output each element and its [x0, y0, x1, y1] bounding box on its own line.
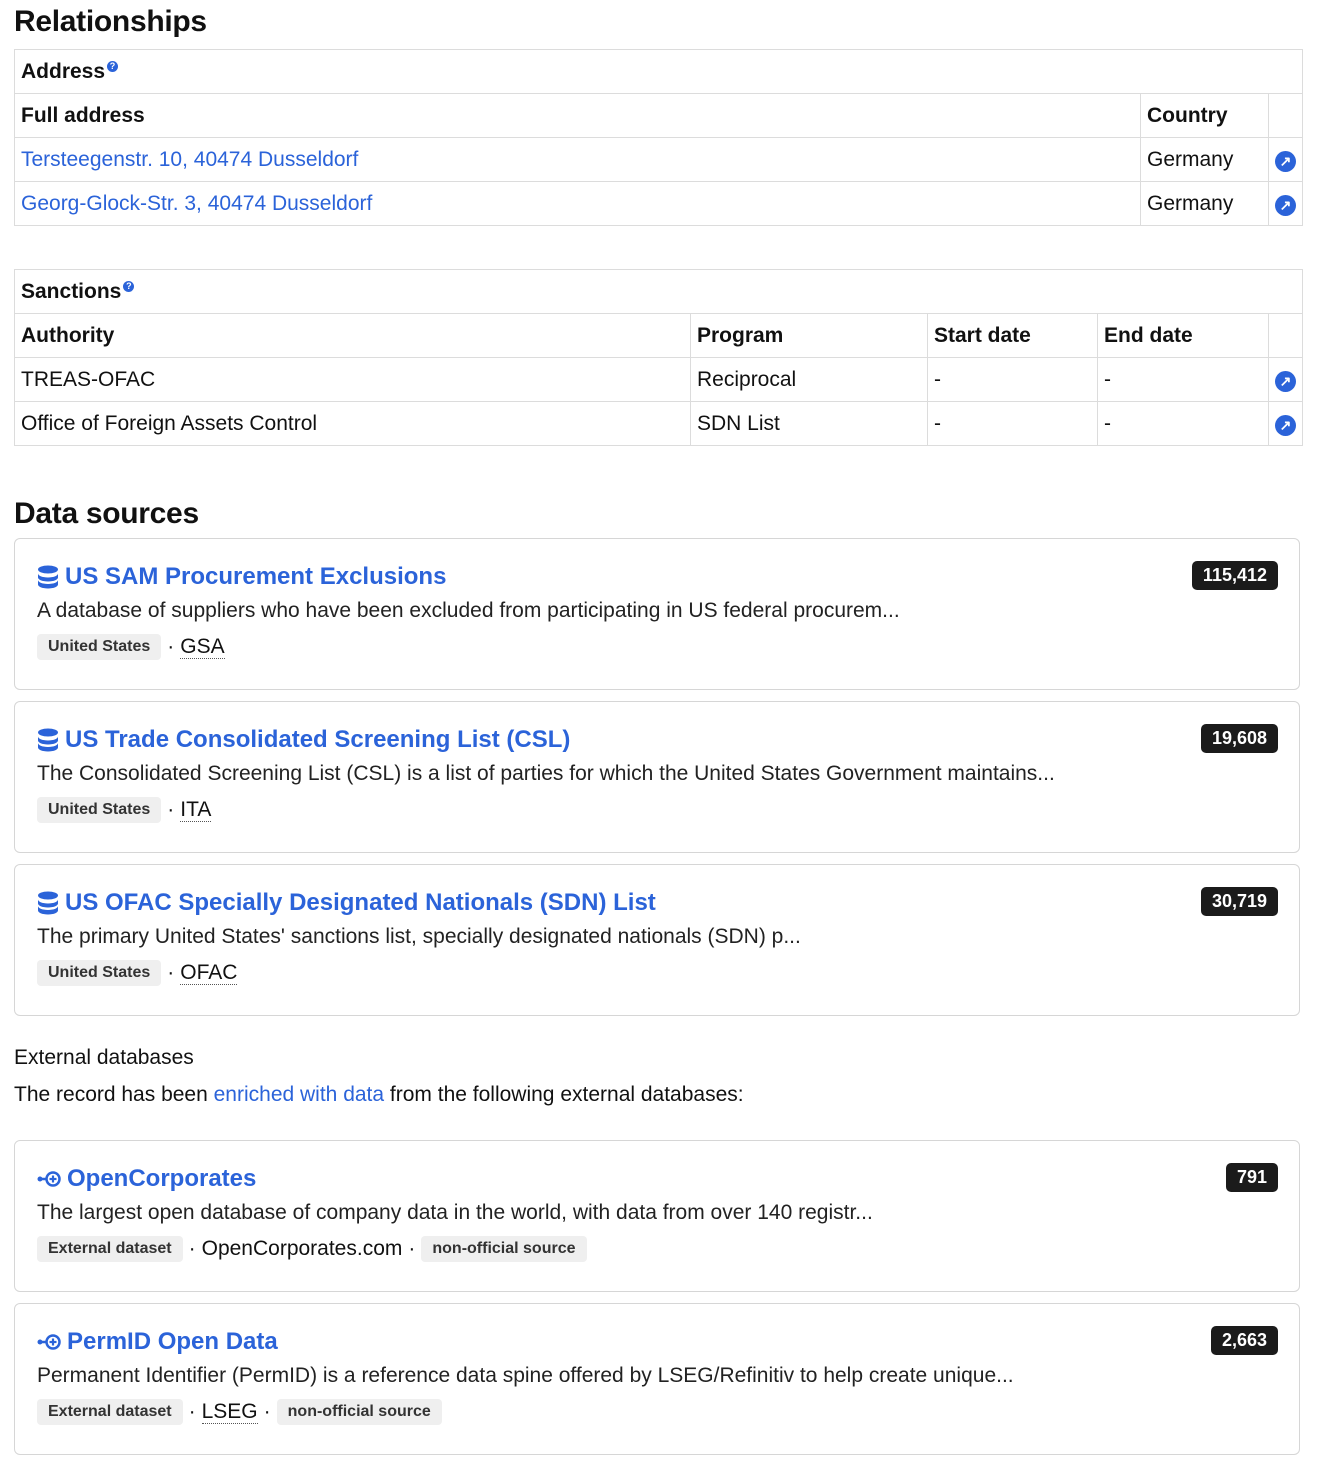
database-icon	[37, 565, 59, 589]
data-source-link[interactable]: US SAM Procurement Exclusions	[65, 563, 447, 590]
external-databases-heading: External databases	[14, 1046, 194, 1069]
enriched-with-data-link[interactable]: enriched with data	[213, 1083, 385, 1106]
publisher-label[interactable]: ITA	[180, 797, 212, 821]
data-sources-title: Data sources	[14, 497, 199, 530]
header-start-date: Start date	[928, 314, 1098, 358]
address-table	[14, 49, 1303, 226]
separator: ·	[263, 1400, 271, 1423]
intro-text-before: The record has been	[14, 1083, 214, 1106]
external-dataset-link[interactable]: OpenCorporates	[67, 1165, 257, 1192]
database-icon	[37, 891, 59, 915]
help-icon[interactable]: ?	[107, 61, 118, 72]
publisher-label[interactable]: GSA	[180, 634, 225, 658]
header-full-address: Full address	[15, 94, 1141, 138]
external-intro	[14, 1076, 1302, 1114]
external-dataset-icon	[37, 1171, 61, 1187]
country-tag: United States	[37, 797, 161, 823]
country-cell: Germany	[1141, 182, 1269, 226]
start-date-cell: -	[928, 358, 1098, 402]
end-date-cell: -	[1098, 402, 1269, 446]
separator: ·	[167, 961, 175, 984]
external-link-icon[interactable]: ↗	[1275, 371, 1296, 392]
source-type-tag: non-official source	[421, 1236, 586, 1262]
external-dataset-icon	[37, 1334, 61, 1350]
sanctions-caption-label: Sanctions	[21, 279, 122, 303]
address-caption-label: Address	[21, 59, 106, 83]
header-authority: Authority	[15, 314, 691, 358]
publisher-label: OpenCorporates.com	[201, 1237, 403, 1260]
country-cell: Germany	[1141, 138, 1269, 182]
separator: ·	[188, 1400, 196, 1423]
sanctions-table	[14, 269, 1303, 446]
separator: ·	[167, 798, 175, 821]
data-source-card	[14, 538, 1300, 690]
program-cell: Reciprocal	[691, 358, 928, 402]
publisher-label[interactable]: LSEG	[201, 1399, 258, 1423]
count-badge: 115,412	[1192, 561, 1278, 590]
header-program: Program	[691, 314, 928, 358]
data-source-card	[14, 701, 1300, 853]
authority-cell: Office of Foreign Assets Control	[15, 402, 691, 446]
card-description: A database of suppliers who have been excluded from participating in US federal procurem...	[37, 599, 900, 622]
source-type-tag: non-official source	[277, 1399, 442, 1425]
external-link-icon[interactable]: ↗	[1275, 415, 1296, 436]
header-country: Country	[1141, 94, 1269, 138]
card-description: The primary United States' sanctions list, specially designated nationals (SDN) p...	[37, 925, 801, 948]
intro-text-after: from the following external databases:	[384, 1083, 744, 1106]
card-description: The Consolidated Screening List (CSL) is a list of parties for which the United States Government maintains...	[37, 762, 1055, 785]
address-link[interactable]: Tersteegenstr. 10, 40474 Dusseldorf	[21, 147, 359, 171]
external-dataset-card	[14, 1140, 1300, 1292]
relationships-title: Relationships	[14, 5, 207, 38]
address-caption	[15, 50, 1303, 94]
separator: ·	[408, 1237, 416, 1260]
address-link[interactable]: Georg-Glock-Str. 3, 40474 Dusseldorf	[21, 191, 373, 215]
external-link-icon[interactable]: ↗	[1275, 151, 1296, 172]
dataset-type-tag: External dataset	[37, 1236, 183, 1262]
database-icon	[37, 728, 59, 752]
authority-cell: TREAS-OFAC	[15, 358, 691, 402]
country-tag: United States	[37, 960, 161, 986]
count-badge: 30,719	[1201, 887, 1278, 916]
data-source-link[interactable]: US OFAC Specially Designated Nationals (SDN) List	[65, 889, 656, 916]
end-date-cell: -	[1098, 358, 1269, 402]
table-row	[15, 358, 1303, 402]
country-tag: United States	[37, 634, 161, 660]
external-dataset-card	[14, 1303, 1300, 1455]
external-link-icon[interactable]: ↗	[1275, 195, 1296, 216]
dataset-type-tag: External dataset	[37, 1399, 183, 1425]
program-cell: SDN List	[691, 402, 928, 446]
table-row	[15, 402, 1303, 446]
data-source-card	[14, 864, 1300, 1016]
sanctions-caption	[15, 270, 1303, 314]
separator: ·	[167, 635, 175, 658]
card-description: The largest open database of company data in the world, with data from over 140 registr...	[37, 1201, 873, 1224]
start-date-cell: -	[928, 402, 1098, 446]
header-action	[1269, 314, 1303, 358]
header-action	[1269, 94, 1303, 138]
separator: ·	[188, 1237, 196, 1260]
card-description: Permanent Identifier (PermID) is a reference data spine offered by LSEG/Refinitiv to help create unique...	[37, 1364, 1014, 1387]
header-end-date: End date	[1098, 314, 1269, 358]
publisher-label[interactable]: OFAC	[180, 960, 238, 984]
table-row	[15, 138, 1303, 182]
table-row	[15, 182, 1303, 226]
count-badge: 2,663	[1211, 1326, 1278, 1355]
data-source-link[interactable]: US Trade Consolidated Screening List (CSL)	[65, 726, 571, 753]
help-icon[interactable]: ?	[123, 281, 134, 292]
external-dataset-link[interactable]: PermID Open Data	[67, 1328, 278, 1355]
count-badge: 791	[1226, 1163, 1278, 1192]
count-badge: 19,608	[1201, 724, 1278, 753]
